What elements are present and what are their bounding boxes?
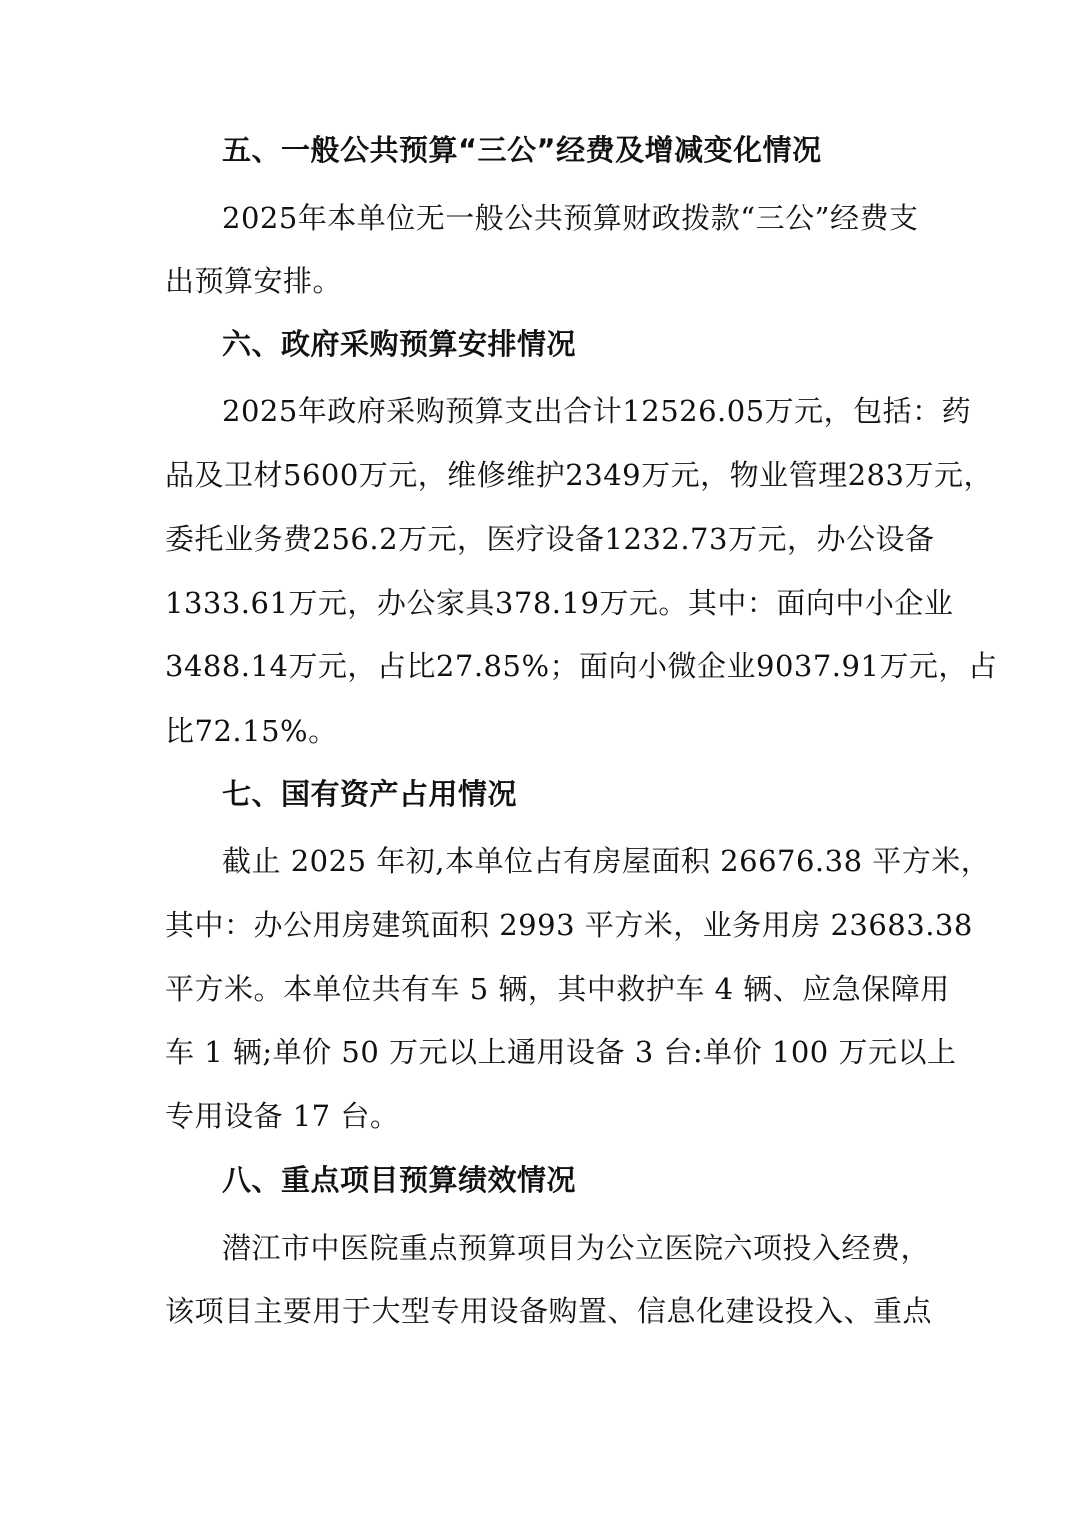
section-8-heading: 八、重点项目预算绩效情况 xyxy=(222,1163,577,1197)
section-6-paragraph-line-3: 委托业务费256.2万元，医疗设备1232.73万元，办公设备 xyxy=(165,522,935,556)
section-7-paragraph-line-1: 截止 2025 年初,本单位占有房屋面积 26676.38 平方米， xyxy=(222,844,991,878)
section-8-paragraph-line-1: 潜江市中医院重点预算项目为公立医院六项投入经费， xyxy=(222,1231,931,1265)
section-6-paragraph-line-2: 品及卫材5600万元，维修维护2349万元，物业管理283万元， xyxy=(165,458,993,492)
section-6-paragraph-line-6: 比72.15%。 xyxy=(165,714,338,748)
section-7-paragraph-line-2: 其中：办公用房建筑面积 2993 平方米，业务用房 23683.38 xyxy=(165,908,973,942)
section-7-paragraph-line-3: 平方米。本单位共有车 5 辆，其中救护车 4 辆、应急保障用 xyxy=(165,972,950,1006)
section-8-paragraph-line-2: 该项目主要用于大型专用设备购置、信息化建设投入、重点 xyxy=(165,1294,933,1328)
section-6-paragraph-line-4: 1333.61万元，办公家具378.19万元。其中：面向中小企业 xyxy=(165,586,954,620)
section-7-paragraph-line-5: 专用设备 17 台。 xyxy=(165,1099,400,1133)
section-6-paragraph-line-5: 3488.14万元，占比27.85%；面向小微企业9037.91万元，占 xyxy=(165,649,998,683)
section-6-paragraph-line-1: 2025年政府采购预算支出合计12526.05万元，包括：药 xyxy=(222,394,972,428)
section-5-paragraph-line-1: 2025年本单位无一般公共预算财政拨款“三公”经费支 xyxy=(222,201,919,235)
section-5-paragraph-line-2: 出预算安排。 xyxy=(165,264,343,298)
section-7-paragraph-line-4: 车 1 辆;单价 50 万元以上通用设备 3 台:单价 100 万元以上 xyxy=(165,1035,957,1069)
section-7-heading: 七、国有资产占用情况 xyxy=(222,777,518,811)
section-6-heading: 六、政府采购预算安排情况 xyxy=(222,327,577,361)
section-5-heading: 五、一般公共预算“三公”经费及增减变化情况 xyxy=(222,133,822,167)
